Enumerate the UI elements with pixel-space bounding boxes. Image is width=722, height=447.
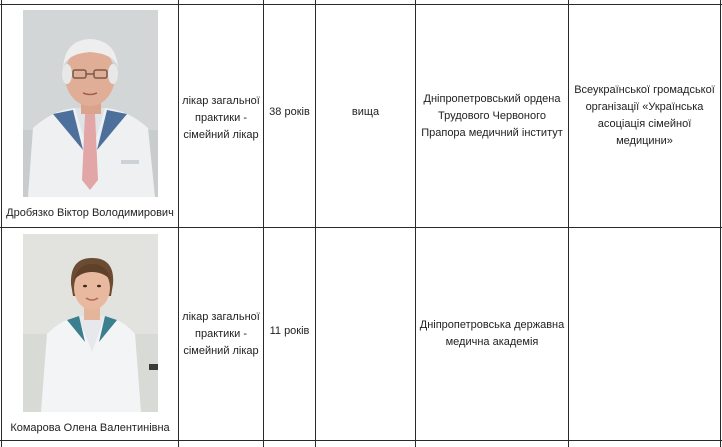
- table-border: [1, 0, 2, 447]
- doctor-portrait-female-icon: [23, 234, 158, 412]
- table-border: [263, 0, 264, 447]
- experience-cell: 38 років: [269, 106, 310, 118]
- specialty-cell: лікар загальної практики - сімейний лікар: [182, 94, 260, 141]
- institution-cell: Дніпропетровський ордена Трудового Червоного Прапора медичний інститут: [421, 92, 563, 139]
- table-border: [0, 227, 722, 228]
- table-border: [568, 0, 569, 447]
- education-level-cell: вища: [351, 106, 380, 118]
- doctor-portrait-male-icon: [23, 10, 158, 197]
- doctor-photo: [23, 234, 158, 412]
- table-border: [0, 440, 722, 441]
- table-border: [0, 4, 722, 5]
- doctor-photo: [23, 10, 158, 197]
- table-border: [315, 0, 316, 447]
- doctor-name: Дробязко Віктор Володимирович: [6, 207, 174, 219]
- specialty-cell: лікар загальної практики - сімейний лікар: [182, 310, 260, 357]
- institution-cell: Дніпропетровська державна медична академія: [419, 319, 565, 348]
- experience-cell: 11 років: [269, 325, 310, 337]
- table-border: [720, 0, 721, 447]
- education-level-cell: [316, 323, 415, 340]
- table-border: [178, 0, 179, 447]
- table-border: [415, 0, 416, 447]
- doctor-name: Комарова Олена Валентинівна: [10, 422, 170, 434]
- membership-cell: [569, 316, 720, 352]
- membership-cell: Всеукраїнської громадської організації «Українська асоціація сімейної медицини»: [574, 84, 715, 147]
